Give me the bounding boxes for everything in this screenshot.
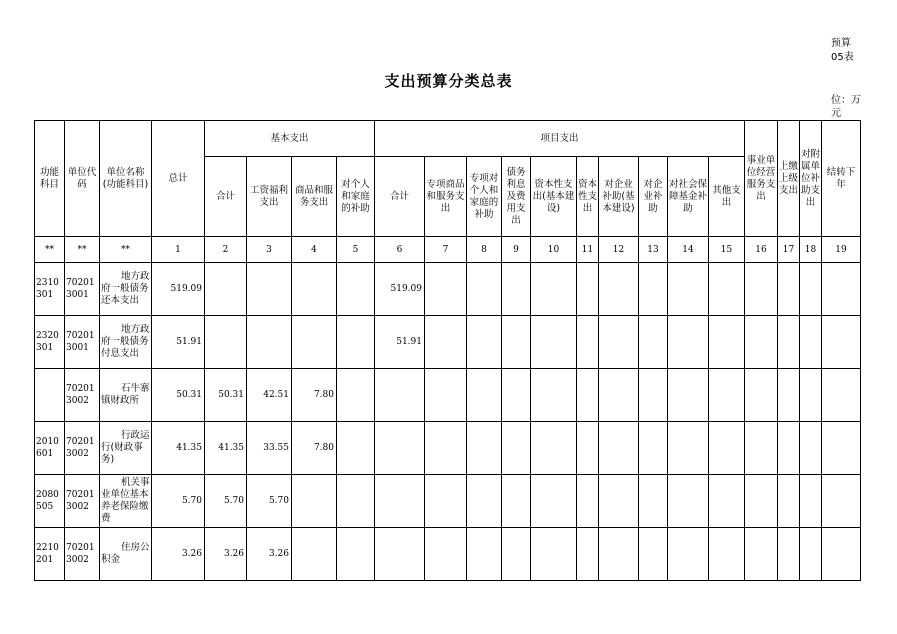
index-cell: 13 [639,237,668,263]
empty-cell [800,475,822,528]
basic-sum-cell [205,316,247,369]
empty-cell [577,263,599,316]
personal-cell [337,316,375,369]
empty-cell [467,369,502,422]
index-cell: 14 [668,237,709,263]
table-row [35,422,861,475]
index-cell: 4 [292,237,337,263]
index-cell: 2 [205,237,247,263]
col-header-func-subject: 功能科目 [35,121,65,237]
empty-cell [668,316,709,369]
unit-name-cell [100,316,152,369]
salary-cell: 5.70 [247,475,292,528]
basic-sum-cell: 3.26 [205,528,247,581]
unit-name-cell [100,263,152,316]
basic-sum-cell [205,263,247,316]
basic-sum-cell: 41.35 [205,422,247,475]
index-cell: 5 [337,237,375,263]
empty-cell [531,263,577,316]
col-header-proj-sum: 合计 [375,157,425,237]
col-header-salary: 工资福利支出 [247,157,292,237]
personal-cell [337,422,375,475]
index-cell: 18 [800,237,822,263]
empty-cell [502,528,531,581]
func-code-cell: 2320301 [35,316,65,369]
unit-code-cell: 702013002 [65,422,100,475]
goods-cell [292,528,337,581]
unit-code-cell: 702013002 [65,369,100,422]
empty-cell [467,475,502,528]
total-cell: 3.26 [152,528,205,581]
unit-code-cell: 702013002 [65,475,100,528]
col-header-capital: 资本性支出 [577,157,599,237]
basic-sum-cell: 5.70 [205,475,247,528]
salary-cell [247,263,292,316]
col-header-social: 对社会保障基金补助 [668,157,709,237]
func-code-cell: 2310301 [35,263,65,316]
empty-cell [668,475,709,528]
empty-cell [425,528,467,581]
budget-table [34,120,861,581]
unit-code-cell: 702013002 [65,528,100,581]
empty-cell [800,369,822,422]
empty-cell [668,422,709,475]
empty-cell [639,316,668,369]
empty-cell [745,528,778,581]
empty-cell [668,263,709,316]
empty-cell [531,422,577,475]
empty-cell [502,263,531,316]
empty-cell [822,422,861,475]
col-header-personal: 对个人和家庭的补助 [337,157,375,237]
table-row [35,528,861,581]
empty-cell [577,422,599,475]
total-cell: 50.31 [152,369,205,422]
col-header-basic-group: 基本支出 [205,121,375,157]
empty-cell [639,263,668,316]
empty-cell [639,422,668,475]
col-header-upper: 上缴上级支出 [778,121,800,237]
empty-cell [668,528,709,581]
empty-cell [577,369,599,422]
col-header-proj-goods: 专项商品和服务支出 [425,157,467,237]
personal-cell [337,475,375,528]
proj-sum-cell [375,369,425,422]
basic-sum-cell: 50.31 [205,369,247,422]
index-cell: 9 [502,237,531,263]
index-cell: ** [35,237,65,263]
table-row [35,263,861,316]
proj-sum-cell: 51.91 [375,316,425,369]
empty-cell [425,263,467,316]
unit-name-text: 石牛寨镇财政所 [101,383,150,406]
empty-cell [709,475,745,528]
index-cell: 7 [425,237,467,263]
empty-cell [425,475,467,528]
col-header-enterprise-basic: 对企业补助(基本建设) [599,157,639,237]
index-cell: ** [65,237,100,263]
empty-cell [822,263,861,316]
empty-cell [822,316,861,369]
empty-cell [639,475,668,528]
index-cell: ** [100,237,152,263]
empty-cell [778,316,800,369]
col-header-enterprise: 对企业补助 [639,157,668,237]
empty-cell [822,369,861,422]
empty-cell [599,475,639,528]
unit-name-cell [100,528,152,581]
empty-cell [745,316,778,369]
page-title: 支出预算分类总表 [384,72,513,90]
func-code-cell: 2210201 [35,528,65,581]
empty-cell [709,263,745,316]
total-cell: 51.91 [152,316,205,369]
empty-cell [800,422,822,475]
empty-cell [467,263,502,316]
unit-label: 位：万元 [831,95,861,119]
col-header-other: 其他支出 [709,157,745,237]
proj-sum-cell [375,475,425,528]
empty-cell [709,316,745,369]
empty-cell [639,528,668,581]
unit-name-text: 机关事业单位基本养老保险缴费 [101,477,150,524]
empty-cell [778,528,800,581]
personal-cell [337,528,375,581]
unit-name-text: 住房公积金 [101,542,150,565]
unit-code-cell: 702013001 [65,316,100,369]
col-header-goods: 商品和服务支出 [292,157,337,237]
index-cell: 11 [577,237,599,263]
empty-cell [502,369,531,422]
index-cell: 1 [152,237,205,263]
empty-cell [425,422,467,475]
empty-cell [425,316,467,369]
unit-name-text: 行政运行(财政事务) [101,430,150,465]
empty-cell [800,263,822,316]
col-header-proj-personal: 专项对个人和家庭的补助 [467,157,502,237]
col-header-institution: 事业单位经营服务支出 [745,121,778,237]
proj-sum-cell: 519.09 [375,263,425,316]
empty-cell [822,528,861,581]
empty-cell [577,528,599,581]
empty-cell [599,316,639,369]
empty-cell [639,369,668,422]
func-code-cell [35,369,65,422]
table-row [35,369,861,422]
corner-code: 预算05表 [831,38,854,63]
unit-name-cell [100,422,152,475]
empty-cell [599,528,639,581]
empty-cell [531,316,577,369]
goods-cell [292,263,337,316]
empty-cell [745,369,778,422]
empty-cell [800,316,822,369]
proj-sum-cell [375,528,425,581]
empty-cell [425,369,467,422]
index-cell: 3 [247,237,292,263]
empty-cell [745,263,778,316]
empty-cell [467,316,502,369]
col-header-total: 总计 [152,121,205,237]
index-cell: 10 [531,237,577,263]
func-code-cell: 2010601 [35,422,65,475]
salary-cell: 33.55 [247,422,292,475]
empty-cell [778,422,800,475]
empty-cell [599,422,639,475]
col-header-project-group: 项目支出 [375,121,745,157]
unit-code-cell: 702013001 [65,263,100,316]
empty-cell [531,475,577,528]
col-header-capital-basic: 资本性支出(基本建设) [531,157,577,237]
empty-cell [778,369,800,422]
salary-cell: 3.26 [247,528,292,581]
index-cell: 15 [709,237,745,263]
total-cell: 5.70 [152,475,205,528]
empty-cell [778,263,800,316]
col-header-unit-code: 单位代码 [65,121,100,237]
goods-cell [292,475,337,528]
index-cell: 16 [745,237,778,263]
unit-name-text: 地方政府一般债务付息支出 [101,324,150,359]
empty-cell [577,316,599,369]
empty-cell [709,369,745,422]
proj-sum-cell [375,422,425,475]
header-row-group [35,121,861,157]
data-rows [35,263,861,581]
total-cell: 519.09 [152,263,205,316]
unit-name-cell [100,369,152,422]
table-row [35,475,861,528]
unit-name-text: 地方政府一般债务还本支出 [101,271,150,306]
empty-cell [668,369,709,422]
col-header-subsidiary: 对附属单位补助支出 [800,121,822,237]
empty-cell [599,263,639,316]
table-row [35,316,861,369]
personal-cell [337,369,375,422]
empty-cell [709,528,745,581]
empty-cell [502,422,531,475]
empty-cell [467,422,502,475]
empty-cell [531,528,577,581]
empty-cell [745,475,778,528]
index-cell: 19 [822,237,861,263]
index-cell: 8 [467,237,502,263]
empty-cell [577,475,599,528]
goods-cell: 7.80 [292,369,337,422]
empty-cell [709,422,745,475]
empty-cell [502,316,531,369]
personal-cell [337,263,375,316]
func-code-cell: 2080505 [35,475,65,528]
col-header-unit-name: 单位名称(功能科目) [100,121,152,237]
empty-cell [502,475,531,528]
empty-cell [531,369,577,422]
col-header-basic-sum: 合计 [205,157,247,237]
empty-cell [745,422,778,475]
index-cell: 6 [375,237,425,263]
empty-cell [778,475,800,528]
salary-cell [247,316,292,369]
goods-cell: 7.80 [292,422,337,475]
empty-cell [467,528,502,581]
index-row [35,237,861,263]
index-cell: 17 [778,237,800,263]
col-header-debt: 债务利息及费用支出 [502,157,531,237]
salary-cell: 42.51 [247,369,292,422]
empty-cell [822,475,861,528]
total-cell: 41.35 [152,422,205,475]
goods-cell [292,316,337,369]
col-header-carry: 结转下年 [822,121,861,237]
unit-name-cell [100,475,152,528]
empty-cell [599,369,639,422]
empty-cell [800,528,822,581]
index-cell: 12 [599,237,639,263]
